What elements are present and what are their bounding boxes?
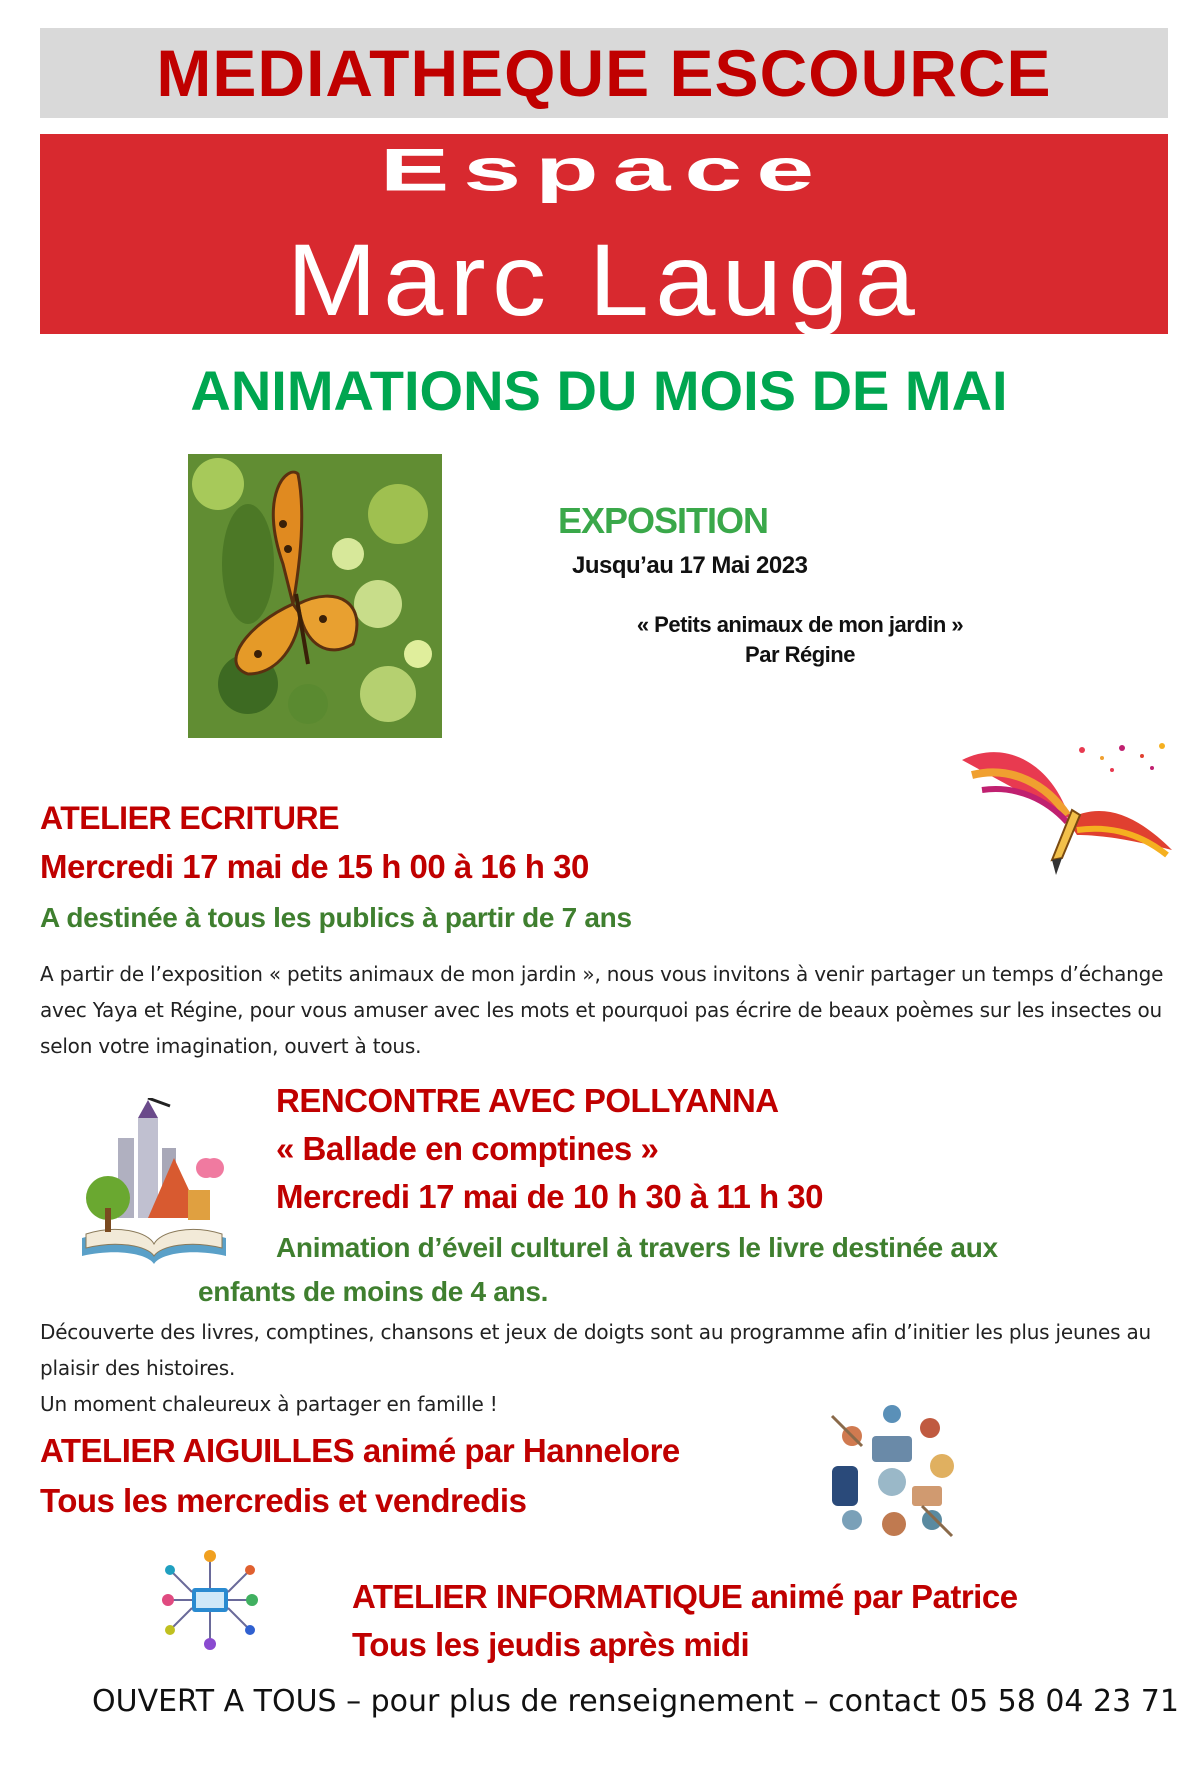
storybook-illustration <box>78 1098 230 1264</box>
atelier-informatique-title: ATELIER INFORMATIQUE animé par Patrice <box>352 1578 1018 1615</box>
pollyanna-closing: Un moment chaleureux à partager en famille ! <box>40 1392 498 1416</box>
exposition-date: Jusqu’au 17 Mai 2023 <box>572 552 808 579</box>
pollyanna-date: Mercredi 17 mai de 10 h 30 à 11 h 30 <box>276 1178 823 1215</box>
atelier-aiguilles-schedule: Tous les mercredis et vendredis <box>40 1482 527 1519</box>
exposition-author: Par Régine <box>745 642 855 667</box>
banner-line2: Marc Lauga <box>286 223 922 337</box>
footer-contact: OUVERT A TOUS – pour plus de renseignement – contact 05 58 04 23 71 <box>92 1684 1179 1719</box>
computer-network-icon <box>150 1540 270 1660</box>
butterfly-photo <box>188 454 442 738</box>
exposition-title: EXPOSITION <box>558 500 769 541</box>
atelier-ecriture-audience: A destinée à tous les publics à partir de 7 ans <box>40 902 632 933</box>
page-title: ANIMATIONS DU MOIS DE MAI <box>190 359 1008 422</box>
sewing-tools-illustration <box>812 1396 972 1556</box>
espace-banner <box>40 134 1168 337</box>
banner-line1: Espace <box>379 136 829 204</box>
atelier-aiguilles-title: ATELIER AIGUILLES animé par Hannelore <box>40 1432 680 1469</box>
atelier-ecriture-date: Mercredi 17 mai de 15 h 00 à 16 h 30 <box>40 848 589 885</box>
atelier-ecriture-title: ATELIER ECRITURE <box>40 800 339 836</box>
pollyanna-subtitle: « Ballade en comptines » <box>276 1130 659 1167</box>
header-title: MEDIATHEQUE ESCOURCE <box>156 36 1052 110</box>
header-bar <box>40 28 1168 118</box>
pencil-bird-illustration <box>962 740 1182 880</box>
atelier-informatique-schedule: Tous les jeudis après midi <box>352 1626 750 1663</box>
exposition-name: « Petits animaux de mon jardin » <box>636 612 964 637</box>
pollyanna-animation-line2: enfants de moins de 4 ans. <box>198 1276 549 1307</box>
pollyanna-title: RENCONTRE AVEC POLLYANNA <box>276 1082 779 1119</box>
atelier-ecriture-description: A partir de l’exposition « petits animaux de mon jardin », nous vous invitons à venir partager un temps d’échange avec Yaya et Régine, pour vous amuser avec les mots et pourquoi pas écrire de beaux poèmes sur les insectes ou selon votre imagination, ouvert à tous. <box>40 962 1164 1058</box>
pollyanna-animation-line1: Animation d’éveil culturel à travers le livre destinée aux <box>276 1232 998 1263</box>
pollyanna-description: Découverte des livres, comptines, chansons et jeux de doigts sont au programme afin d’initier les plus jeunes au plaisir des histoires. <box>40 1320 1151 1380</box>
